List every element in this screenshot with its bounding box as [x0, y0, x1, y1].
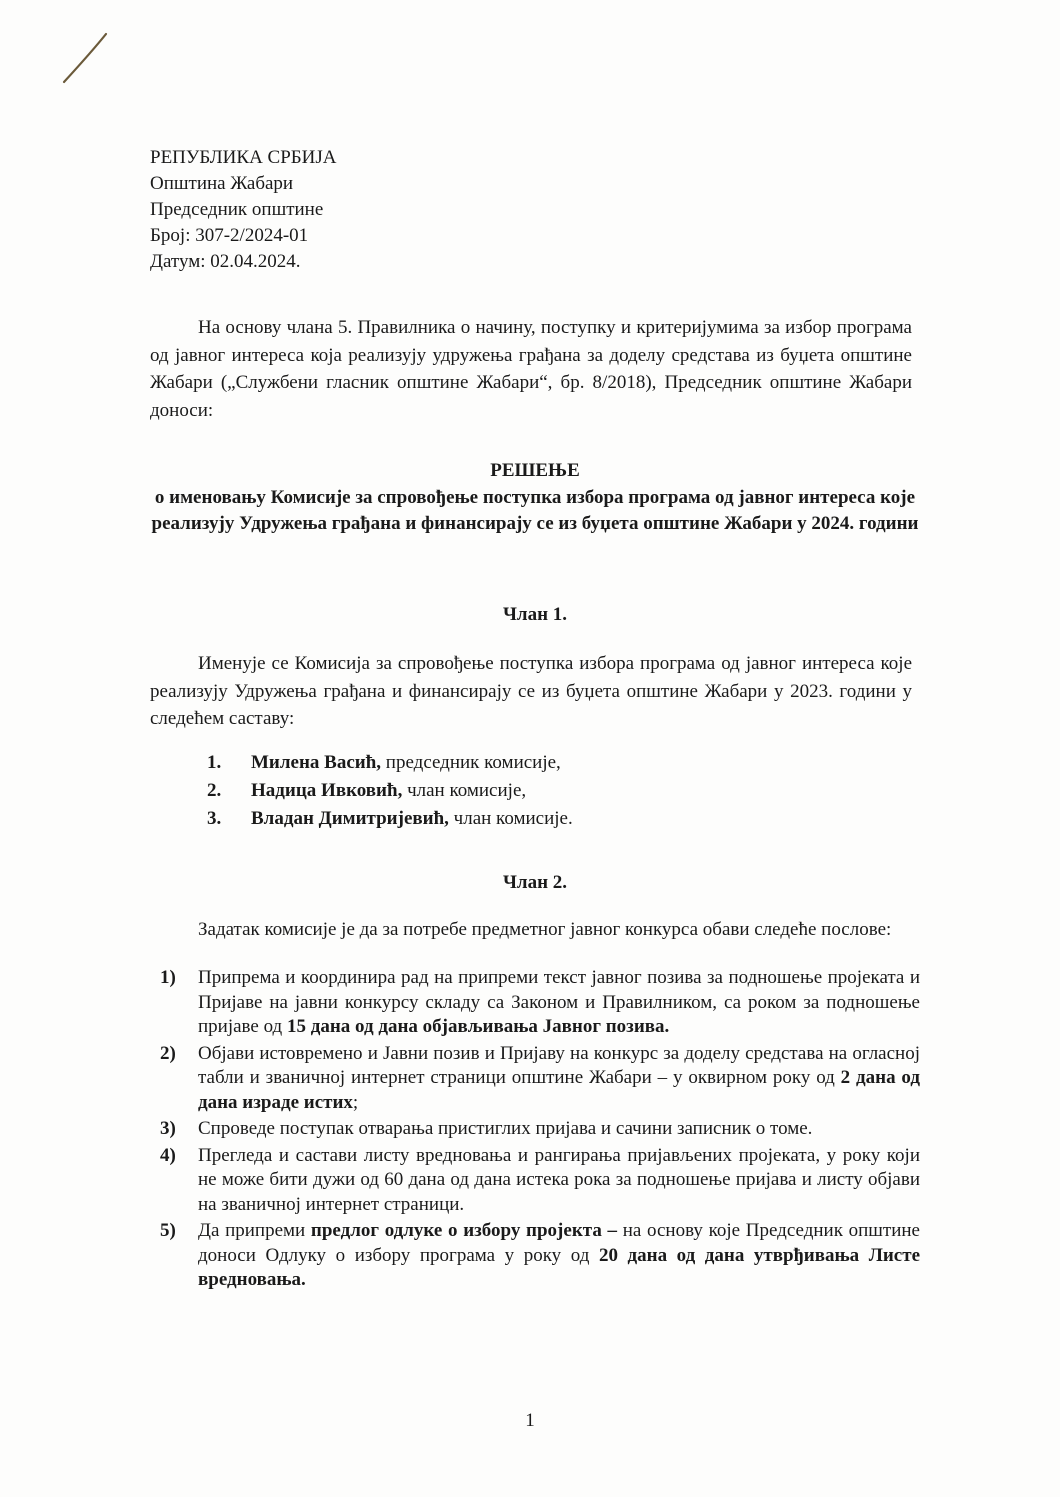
member-number: 3.: [207, 808, 222, 829]
task-number: 1): [160, 967, 176, 988]
member-item: [207, 749, 573, 777]
task-item: [160, 1144, 920, 1218]
member-name: Владан Димитријевић,: [251, 808, 449, 829]
article-1-heading: Члан 1.: [502, 604, 568, 625]
task-text: Да припреми: [198, 1220, 311, 1241]
pen-stroke-mark: [58, 30, 110, 86]
member-role: члан комисије,: [407, 780, 527, 801]
task-emphasis: 2 дана од дана израде истих: [198, 1067, 920, 1113]
intro-paragraph: На основу члана 5. Правилника о начину, поступку и критеријумима за избор програма од јавног интереса која реализују удружења грађана за доделу средстава из буџета општине Жабари („Службени гласник општине Жабари“, бр. 8/2018), Председник општине Жабари доноси:: [150, 317, 912, 421]
member-number: 2.: [207, 780, 222, 801]
task-text-middle: на основу које Председник општине доноси Одлуку о избору програма у року од: [198, 1220, 920, 1266]
decision-title: РЕШЕЊЕ: [490, 460, 580, 481]
article-1-text: Именује се Комисија за спровођење поступка избора програма од јавног интереса које реализују Удружења грађана и финансирају се из буџета општине Жабари у 2023. години у следећем саставу:: [150, 653, 912, 729]
member-number: 1.: [207, 752, 222, 773]
header-country: РЕПУБЛИКА СРБИЈА: [150, 147, 337, 168]
task-emphasis: 15 дана од дана објављивања Јавног позива.: [286, 1016, 670, 1037]
member-name: Надица Ивковић,: [251, 780, 403, 801]
member-item: [207, 805, 573, 833]
task-text: Припрема и координира рад на припреми текст јавног позива за подношење пројеката и Пријаве на јавни конкурсу складу са Законом и Правилником, са роком за подношење пријаве од: [198, 967, 920, 1037]
decision-subtitle: о именовању Комисије за спровођење поступка избора програма од јавног интереса које реализују Удружења грађана и финансирају се из буџета општине Жабари у 2024. години: [151, 486, 919, 534]
task-number: 2): [160, 1042, 176, 1064]
task-number: 4): [160, 1144, 176, 1166]
header-office: Председник општине: [150, 199, 324, 220]
task-item: [160, 1042, 920, 1116]
task-text: Спроведе поступак отварања пристиглих пријава и сачини записник о томе.: [198, 1118, 813, 1139]
member-role: председник комисије,: [385, 752, 561, 773]
member-item: [207, 777, 573, 805]
task-text-end: ;: [352, 1091, 359, 1113]
member-name: Милена Васић,: [251, 752, 382, 773]
document-header: [150, 145, 337, 275]
task-text: Прегледа и састави листу вредновања и рангирања пријављених пројеката, у року који не може бити дужи од 60 дана од дана истека рока за подношење пријава и листу објави на званичној интернет страници.: [198, 1144, 920, 1215]
task-emphasis-end: 20 дана од дана утврђивања Листе вредновања.: [198, 1244, 921, 1290]
member-role: члан комисије.: [453, 808, 573, 829]
task-item: [160, 1219, 920, 1293]
article-2-heading: Члан 2.: [502, 872, 568, 893]
task-emphasis: предлог одлуке о избору пројекта –: [310, 1220, 618, 1241]
header-number: Број: 307-2/2024-01: [150, 225, 309, 246]
header-municipality: Општина Жабари: [150, 173, 294, 194]
commission-tasks-list: [160, 966, 920, 1295]
article-2-text: Задатак комисије је да за потребе предметног јавног конкурса обави следеће послове:: [198, 919, 892, 940]
page-number: 1: [525, 1410, 535, 1431]
header-date: Датум: 02.04.2024.: [150, 251, 301, 272]
commission-members-list: [207, 749, 573, 833]
task-number: 3): [160, 1118, 176, 1139]
task-number: 5): [160, 1220, 176, 1241]
task-item: [160, 1117, 920, 1142]
task-text: Објави истовремено и Јавни позив и Пријаву на конкурс за доделу средстава на огласној табли и званичној интернет страници општине Жабари – у оквирном року од: [198, 1042, 920, 1088]
decision-title-block: [150, 458, 920, 538]
task-item: [160, 966, 920, 1040]
